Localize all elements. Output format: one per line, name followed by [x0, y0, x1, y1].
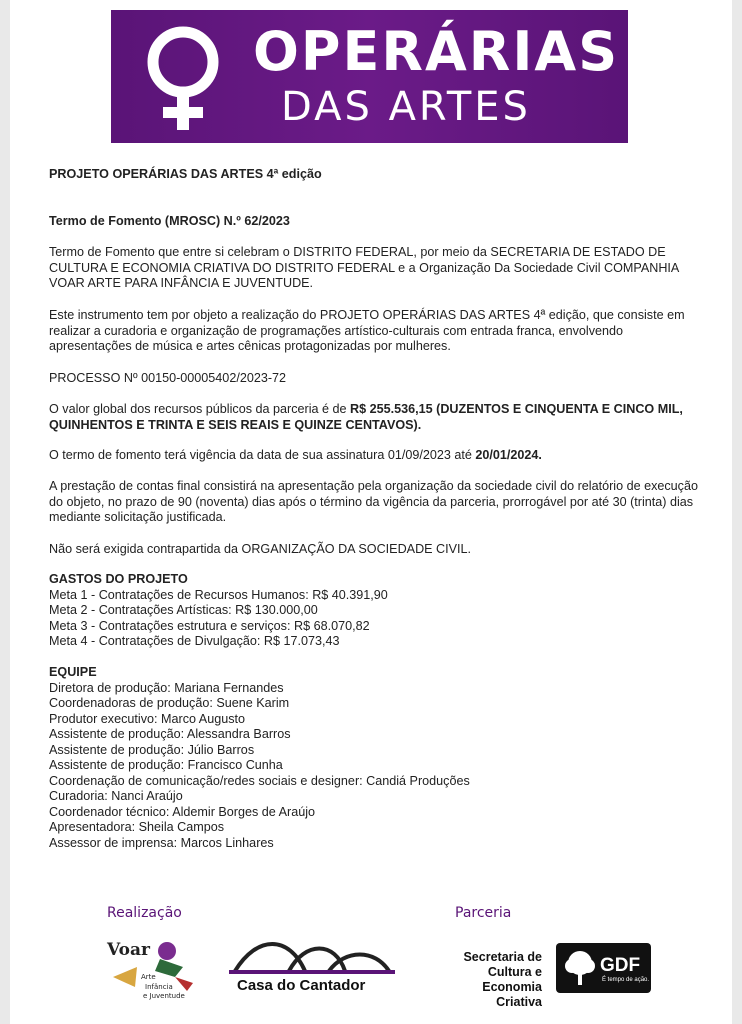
list-item: Curadoria: Nanci Araújo	[49, 789, 183, 803]
footer-logos	[0, 895, 742, 1024]
casa-do-cantador-arches-icon	[227, 937, 398, 975]
paragraph-objeto: Este instrumento tem por objeto a realização do PROJETO OPERÁRIAS DAS ARTES 4ª edição, que consiste em realizar a curadoria e organização de programações artístico-culturais com entrada franca, envolvendo apresentações de música e artes cênicas protagonizadas por mulheres.	[49, 308, 685, 353]
secretaria-line: Secretaria de	[463, 950, 542, 964]
list-item: Apresentadora: Sheila Campos	[49, 820, 225, 834]
casa-do-cantador-logo	[227, 937, 398, 999]
paragraph-vigencia	[49, 448, 699, 464]
left-border	[0, 0, 10, 1024]
paragraph-valor	[49, 402, 699, 433]
list-item: Coordenador técnico: Aldemir Borges de Araújo	[49, 804, 316, 819]
equipe-section	[49, 665, 699, 851]
secretaria-line: Cultura e	[487, 965, 542, 979]
list-item: Assistente de produção: Francisco Cunha	[49, 758, 283, 772]
svg-text:Arte: Arte	[141, 973, 156, 981]
parceria-label: Parceria	[455, 905, 512, 921]
header-banner	[111, 10, 628, 143]
termo-heading: Termo de Fomento (MROSC) N.º 62/2023	[49, 214, 290, 228]
right-border	[732, 0, 742, 1024]
list-item: Assessor de imprensa: Marcos Linhares	[49, 835, 274, 850]
processo-number: PROCESSO Nº 00150-00005402/2023-72	[49, 371, 287, 385]
list-item: Produtor executivo: Marco Augusto	[49, 711, 246, 726]
list-item: Meta 3 - Contratações estrutura e serviços: R$ 68.070,82	[49, 618, 370, 633]
list-item: Diretora de produção: Mariana Fernandes	[49, 680, 284, 695]
secretaria-cultura-logo	[456, 950, 542, 1010]
list-item: Meta 4 - Contratações de Divulgação: R$ 17.073,43	[49, 634, 340, 648]
gastos-heading: GASTOS DO PROJETO	[49, 572, 188, 586]
casa-do-cantador-name: Casa do Cantador	[237, 977, 366, 994]
list-item: Meta 1 - Contratações de Recursos Humanos: R$ 40.391,90	[49, 587, 388, 602]
banner-title-line2: DAS ARTES	[281, 84, 531, 130]
list-item: Coordenadoras de produção: Suene Karim	[49, 696, 290, 710]
gdf-text: GDF	[600, 955, 641, 976]
vigencia-date: 20/01/2024.	[475, 448, 542, 462]
list-item: Meta 2 - Contratações Artísticas: R$ 130.000,00	[49, 603, 318, 617]
gdf-logo	[556, 943, 651, 993]
project-title: PROJETO OPERÁRIAS DAS ARTES 4ª edição	[49, 167, 322, 181]
svg-text:Voar: Voar	[107, 940, 150, 960]
equipe-heading: EQUIPE	[49, 665, 97, 679]
paragraph-contrapartida: Não será exigida contrapartida da ORGANIZAÇÃO DA SOCIEDADE CIVIL.	[49, 542, 472, 556]
list-item: Assistente de produção: Júlio Barros	[49, 742, 255, 757]
list-item: Assistente de produção: Alessandra Barros	[49, 727, 291, 741]
svg-text:Infância: Infância	[145, 983, 173, 991]
valor-amount: R$ 255.536,15 (DUZENTOS E CINQUENTA E CINCO MIL, QUINHENTOS E TRINTA E SEIS REAIS E QUINZE CENTAVOS).	[49, 402, 683, 432]
voar-logo-icon	[105, 937, 200, 1001]
gastos-section	[49, 572, 699, 650]
tree-icon	[562, 949, 598, 987]
paragraph-termo: Termo de Fomento que entre si celebram o DISTRITO FEDERAL, por meio da SECRETARIA DE ESTADO DE CULTURA E ECONOMIA CRIATIVA DO DISTRITO FEDERAL e a Organização Da Sociedade Civil COMPANHIA VOAR ARTE PARA INFÂNCIA E JUVENTUDE.	[49, 245, 679, 290]
vigencia-text: O termo de fomento terá vigência da data de sua assinatura 01/09/2023 até	[49, 448, 476, 462]
list-item: Coordenação de comunicação/redes sociais e designer: Candiá Produções	[49, 773, 470, 788]
venus-symbol-icon	[111, 10, 251, 143]
svg-text:e Juventude: e Juventude	[143, 992, 185, 1000]
paragraph-prestacao: A prestação de contas final consistirá na apresentação pela organização da sociedade civil do relatório de execução do objeto, no prazo de 90 (noventa) dias após o término da vigência da parceria, prorrogável por até 30 (trinta) dias mediante solicitação justificada.	[49, 479, 698, 524]
banner-title-line1: OPERÁRIAS	[253, 20, 620, 83]
secretaria-line: Economia Criativa	[482, 980, 542, 1009]
realizacao-label: Realização	[107, 905, 182, 921]
valor-text: O valor global dos recursos públicos da parceria é de	[49, 402, 351, 416]
gdf-slogan: É tempo de ação.	[602, 977, 650, 983]
